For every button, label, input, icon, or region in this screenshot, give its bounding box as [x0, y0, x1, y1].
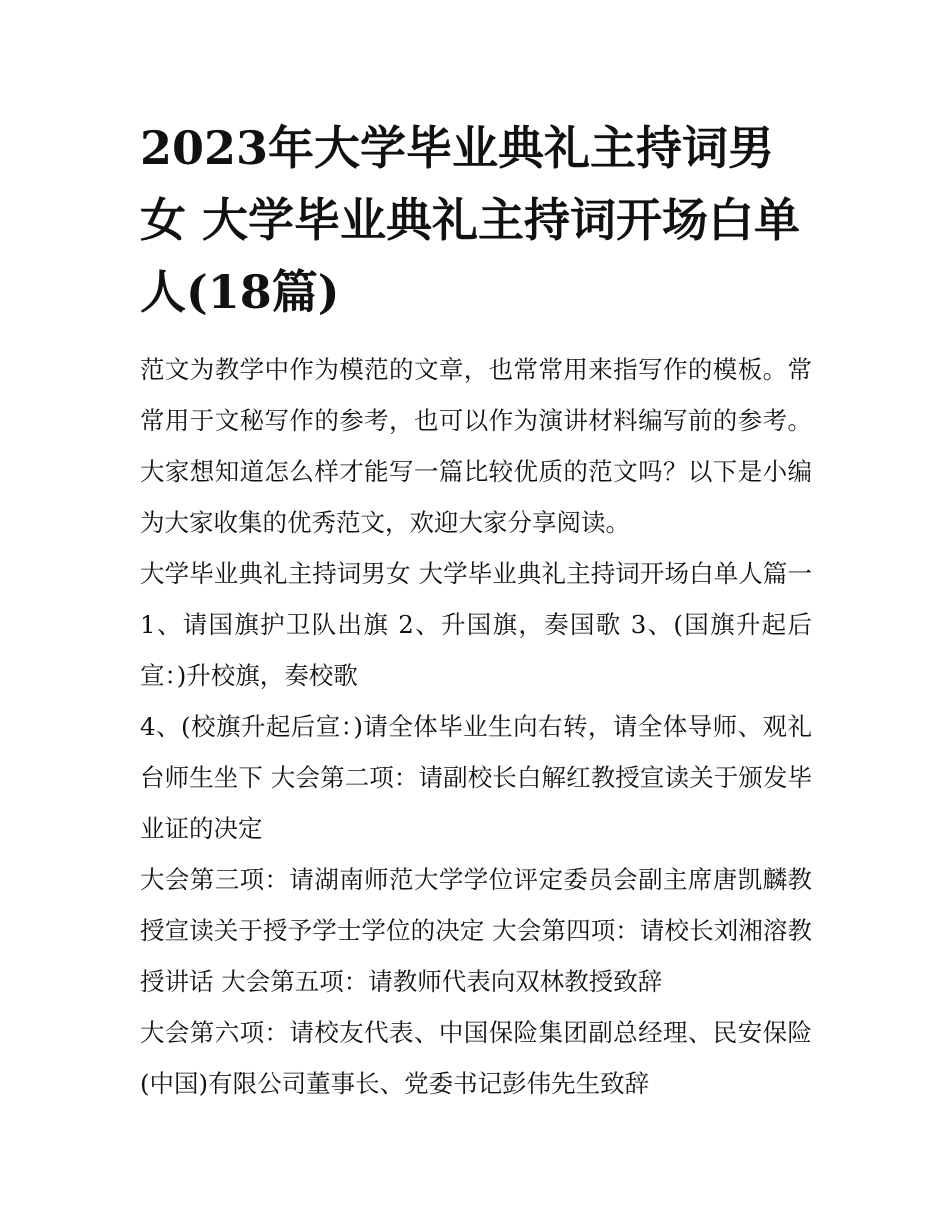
paragraph-item-six: 大会第六项：请校友代表、中国保险集团副总经理、民安保险(中国)有限公司董事长、党委书记彭伟先生致辞: [140, 1018, 812, 1098]
paragraph-item-three-five: 大会第三项：请湖南师范大学学位评定委员会副主席唐凯麟教授宣读关于授予学士学位的决定 大会第四项：请校长刘湘溶教授讲话 大会第五项：请教师代表向双林教授致辞: [140, 865, 812, 996]
document-body: [140, 112, 812, 1109]
paragraph-intro: 范文为教学中作为模范的文章，也常常用来指写作的模板。常常用于文秘写作的参考，也可以作为演讲材料编写前的参考。大家想知道怎么样才能写一篇比较优质的范文吗？以下是小编为大家收集的优秀范文，欢迎大家分享阅读。: [140, 355, 812, 537]
paragraph-item-four: 4、(校旗升起后宣：)请全体毕业生向右转，请全体导师、观礼台师生坐下 大会第二项：请副校长白解红教授宣读关于颁发毕业证的决定: [140, 712, 812, 843]
paragraph-section-one: 大学毕业典礼主持词男女 大学毕业典礼主持词开场白单人篇一1、请国旗护卫队出旗 2、升国旗，奏国歌 3、(国旗升起后宣：)升校旗，奏校歌: [140, 559, 812, 690]
document-title: 2023年大学毕业典礼主持词男女 大学毕业典礼主持词开场白单人(18篇): [140, 121, 801, 319]
